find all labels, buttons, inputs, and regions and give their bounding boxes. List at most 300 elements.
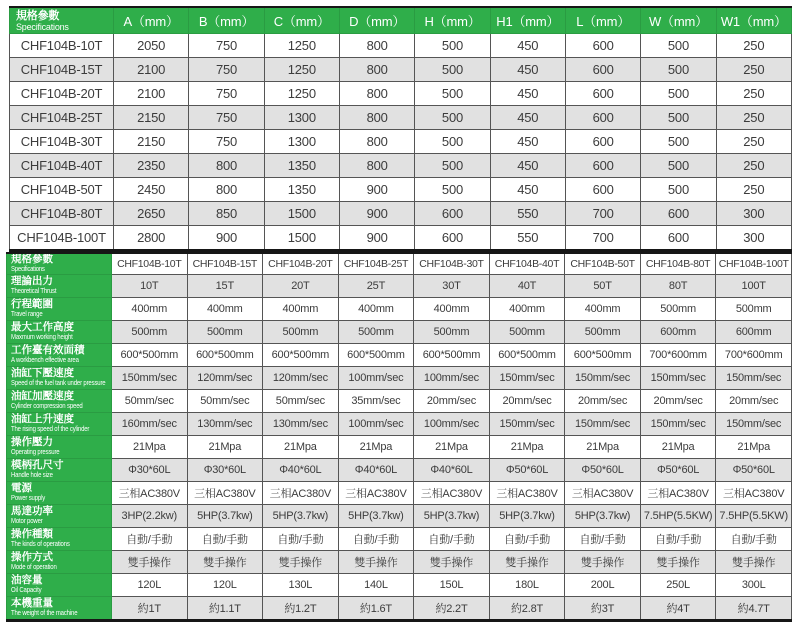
dimension-value-cell: 1350 <box>264 154 339 178</box>
dimension-value-cell: 500 <box>415 106 490 130</box>
dimension-value-cell: 1500 <box>264 226 339 251</box>
spec-value-cell: 600mm <box>640 320 716 343</box>
dimension-row <box>10 178 792 202</box>
dimension-value-cell: 2050 <box>114 34 189 58</box>
spec-row-label <box>7 481 112 504</box>
dimension-value-cell: 600 <box>641 202 716 226</box>
spec-value-cell: 150mm/sec <box>716 412 792 435</box>
spec-value-cell: 400mm <box>263 297 339 320</box>
spec-value-cell: 600*500mm <box>338 343 414 366</box>
spec-value-cell: 130mm/sec <box>187 412 263 435</box>
dimension-value-cell: 2150 <box>114 130 189 154</box>
dimension-value-cell: 900 <box>339 202 414 226</box>
spec-value-cell: 150mm/sec <box>112 366 188 389</box>
dimension-value-cell: 600 <box>565 178 640 202</box>
dimension-value-cell: 800 <box>339 130 414 154</box>
spec-value-cell: 150mm/sec <box>489 412 565 435</box>
spec-value-cell: 自動/手動 <box>716 527 792 550</box>
dimension-value-cell: 450 <box>490 130 565 154</box>
dimension-value-cell: 600 <box>415 226 490 251</box>
spec-label-en: The rising speed of the cylinder <box>11 423 90 433</box>
dimension-value-cell: 300 <box>716 226 791 251</box>
dimension-value-cell: 500 <box>415 130 490 154</box>
spec-value-cell: 5HP(3.7kw) <box>414 504 490 527</box>
dimension-value-cell: 550 <box>490 226 565 251</box>
spec-value-cell: 自動/手動 <box>112 527 188 550</box>
spec-label-en: Handle hole size <box>11 469 53 479</box>
spec-value-cell: 100mm/sec <box>338 412 414 435</box>
spec-value-cell: 3HP(2.2kw) <box>112 504 188 527</box>
spec-value-cell: 500mm <box>489 320 565 343</box>
spec-row <box>7 274 792 297</box>
spec-value-cell: Φ40*60L <box>414 458 490 481</box>
spec-value-cell: 三相AC380V <box>263 481 339 504</box>
spec-value-cell: 35mm/sec <box>338 389 414 412</box>
spec-model-header: CHF104B-15T <box>187 253 263 274</box>
spec-model-header: CHF104B-40T <box>489 253 565 274</box>
dimension-value-cell: 1350 <box>264 178 339 202</box>
spec-value-cell: 自動/手動 <box>414 527 490 550</box>
dimension-value-cell: 2100 <box>114 82 189 106</box>
spec-value-cell: 20mm/sec <box>489 389 565 412</box>
model-name-cell: CHF104B-30T <box>10 130 114 154</box>
dimension-value-cell: 1250 <box>264 58 339 82</box>
spec-value-cell: 50mm/sec <box>187 389 263 412</box>
dimension-value-cell: 250 <box>716 34 791 58</box>
spec-label-en: Theoretical Thrust <box>11 285 57 295</box>
dimension-value-cell: 700 <box>565 202 640 226</box>
dimension-column-header: H1（mm） <box>490 7 565 34</box>
dimension-value-cell: 500 <box>641 178 716 202</box>
spec-value-cell: 21Mpa <box>263 435 339 458</box>
dimension-value-cell: 750 <box>189 82 264 106</box>
spec-table-body <box>7 253 792 620</box>
spec-label-en: Travel range <box>11 308 43 318</box>
spec-value-cell: 140L <box>338 573 414 596</box>
spec-row-label <box>7 343 112 366</box>
spec-value-cell: 30T <box>414 274 490 297</box>
spec-value-cell: 400mm <box>112 297 188 320</box>
dimension-column-header: C（mm） <box>264 7 339 34</box>
dimension-value-cell: 500 <box>641 58 716 82</box>
spec-value-cell: 雙手操作 <box>187 550 263 573</box>
spec-value-cell: Φ50*60L <box>565 458 641 481</box>
spec-value-cell: 120mm/sec <box>187 366 263 389</box>
spec-value-cell: 約4.7T <box>716 596 792 620</box>
spec-value-cell: 三相AC380V <box>414 481 490 504</box>
dimension-row <box>10 202 792 226</box>
spec-value-cell: 21Mpa <box>338 435 414 458</box>
spec-value-cell: 約2.2T <box>414 596 490 620</box>
spec-row-label <box>7 320 112 343</box>
dimension-row <box>10 106 792 130</box>
spec-row-label <box>7 389 112 412</box>
spec-row <box>7 366 792 389</box>
dimension-header-spec <box>10 7 114 34</box>
spec-row <box>7 412 792 435</box>
dimension-value-cell: 500 <box>415 34 490 58</box>
spec-label-zh: 行程範圍 <box>11 297 53 310</box>
dimension-value-cell: 800 <box>189 154 264 178</box>
dimension-value-cell: 500 <box>641 34 716 58</box>
dimension-value-cell: 500 <box>415 58 490 82</box>
spec-value-cell: 400mm <box>187 297 263 320</box>
dimension-value-cell: 450 <box>490 58 565 82</box>
dimension-value-cell: 450 <box>490 154 565 178</box>
spec-row-label <box>7 274 112 297</box>
spec-model-header: CHF104B-20T <box>263 253 339 274</box>
spec-value-cell: 150mm/sec <box>640 412 716 435</box>
dimension-value-cell: 600 <box>565 34 640 58</box>
dimension-value-cell: 500 <box>641 130 716 154</box>
spec-value-cell: 500mm <box>565 320 641 343</box>
spec-value-cell: 500mm <box>187 320 263 343</box>
dimension-value-cell: 450 <box>490 82 565 106</box>
dimension-value-cell: 2800 <box>114 226 189 251</box>
spec-value-cell: 21Mpa <box>187 435 263 458</box>
spec-label-en: Operating pressure <box>11 446 60 456</box>
spec-value-cell: 21Mpa <box>489 435 565 458</box>
dimension-column-header: B（mm） <box>189 7 264 34</box>
spec-value-cell: 三相AC380V <box>112 481 188 504</box>
dimension-value-cell: 500 <box>415 178 490 202</box>
model-name-cell: CHF104B-25T <box>10 106 114 130</box>
spec-value-cell: 自動/手動 <box>489 527 565 550</box>
spec-label-en: The kinds of operations <box>11 538 70 548</box>
spec-value-cell: 150mm/sec <box>489 366 565 389</box>
spec-row <box>7 458 792 481</box>
spec-value-cell: 雙手操作 <box>338 550 414 573</box>
spec-value-cell: 21Mpa <box>565 435 641 458</box>
dimension-value-cell: 600 <box>565 154 640 178</box>
dimension-value-cell: 250 <box>716 58 791 82</box>
spec-value-cell: 600*500mm <box>187 343 263 366</box>
dimension-column-header: W1（mm） <box>716 7 791 34</box>
spec-value-cell: 21Mpa <box>414 435 490 458</box>
spec-value-cell: 15T <box>187 274 263 297</box>
spec-label-zh: 油容量 <box>11 573 43 586</box>
spec-value-cell: 50mm/sec <box>263 389 339 412</box>
spec-value-cell: 180L <box>489 573 565 596</box>
dimension-column-header: L（mm） <box>565 7 640 34</box>
spec-value-cell: 自動/手動 <box>640 527 716 550</box>
spec-value-cell: 20mm/sec <box>565 389 641 412</box>
spec-value-cell: 雙手操作 <box>565 550 641 573</box>
spec-value-cell: 600mm <box>716 320 792 343</box>
spec-label-en: Specifications <box>11 264 45 273</box>
spec-value-cell: 約1.6T <box>338 596 414 620</box>
spec-value-cell: 自動/手動 <box>187 527 263 550</box>
dimension-value-cell: 550 <box>490 202 565 226</box>
spec-row-label <box>7 366 112 389</box>
spec-value-cell: 10T <box>112 274 188 297</box>
spec-value-cell: 600*500mm <box>414 343 490 366</box>
spec-label-zh: 規格參數 <box>11 253 53 265</box>
spec-value-cell: 5HP(3.7kw) <box>338 504 414 527</box>
model-name-cell: CHF104B-15T <box>10 58 114 82</box>
spec-label-en: Oil Capacity <box>11 584 42 594</box>
dimension-value-cell: 800 <box>189 178 264 202</box>
spec-model-header: CHF104B-50T <box>565 253 641 274</box>
spec-value-cell: 400mm <box>565 297 641 320</box>
dimension-value-cell: 750 <box>189 106 264 130</box>
spec-value-cell: 600*500mm <box>112 343 188 366</box>
dimension-value-cell: 2100 <box>114 58 189 82</box>
dimension-value-cell: 500 <box>641 154 716 178</box>
spec-label-zh: 工作臺有效面積 <box>11 343 85 356</box>
spec-value-cell: Φ40*60L <box>338 458 414 481</box>
spec-value-cell: 100mm/sec <box>414 366 490 389</box>
spec-value-cell: 三相AC380V <box>716 481 792 504</box>
dimension-value-cell: 250 <box>716 154 791 178</box>
spec-value-cell: 100mm/sec <box>338 366 414 389</box>
spec-row-label <box>7 550 112 573</box>
spec-value-cell: Φ50*60L <box>640 458 716 481</box>
dimension-table <box>9 6 792 252</box>
spec-value-cell: 自動/手動 <box>263 527 339 550</box>
dimension-value-cell: 500 <box>415 154 490 178</box>
dimension-table-body <box>10 7 792 251</box>
spec-value-cell: 50mm/sec <box>112 389 188 412</box>
spec-value-cell: 700*600mm <box>716 343 792 366</box>
spec-value-cell: 約2.8T <box>489 596 565 620</box>
spec-row <box>7 320 792 343</box>
dimension-value-cell: 700 <box>565 226 640 251</box>
dimension-row <box>10 58 792 82</box>
model-name-cell: CHF104B-10T <box>10 34 114 58</box>
spec-row <box>7 573 792 596</box>
dimension-value-cell: 450 <box>490 178 565 202</box>
spec-value-cell: 約1.2T <box>263 596 339 620</box>
dimension-value-cell: 500 <box>415 82 490 106</box>
spec-label-zh: 操作方式 <box>11 550 53 563</box>
dimension-value-cell: 2650 <box>114 202 189 226</box>
spec-row <box>7 297 792 320</box>
spec-model-header: CHF104B-25T <box>338 253 414 274</box>
dimension-value-cell: 600 <box>641 226 716 251</box>
spec-value-cell: 300L <box>716 573 792 596</box>
dimension-value-cell: 1250 <box>264 82 339 106</box>
spec-table <box>6 252 792 622</box>
spec-row-label <box>7 412 112 435</box>
spec-value-cell: 5HP(3.7kw) <box>263 504 339 527</box>
spec-value-cell: 130L <box>263 573 339 596</box>
spec-value-cell: 20mm/sec <box>640 389 716 412</box>
dimension-row <box>10 226 792 251</box>
dimension-value-cell: 750 <box>189 58 264 82</box>
spec-value-cell: 雙手操作 <box>716 550 792 573</box>
spec-value-cell: 約4T <box>640 596 716 620</box>
spec-row <box>7 481 792 504</box>
dimension-value-cell: 900 <box>339 226 414 251</box>
spec-header-en: Specifications <box>16 21 69 32</box>
spec-value-cell: 雙手操作 <box>640 550 716 573</box>
dimension-value-cell: 750 <box>189 34 264 58</box>
spec-header-zh: 規格參數 <box>16 9 60 22</box>
spec-label-zh: 油缸加壓速度 <box>11 389 74 402</box>
spec-label-en: Motor power <box>11 515 43 525</box>
spec-value-cell: 20mm/sec <box>414 389 490 412</box>
spec-label-en: A workbench effective area <box>11 354 79 364</box>
spec-label-zh: 理論出力 <box>11 274 53 287</box>
dimension-value-cell: 600 <box>565 130 640 154</box>
spec-value-cell: 25T <box>338 274 414 297</box>
spec-value-cell: 雙手操作 <box>414 550 490 573</box>
spec-value-cell: 150mm/sec <box>565 412 641 435</box>
dimension-value-cell: 800 <box>339 106 414 130</box>
spec-value-cell: 150L <box>414 573 490 596</box>
spec-row-label <box>7 435 112 458</box>
spec-model-header: CHF104B-30T <box>414 253 490 274</box>
spec-row <box>7 343 792 366</box>
spec-value-cell: 21Mpa <box>716 435 792 458</box>
spec-value-cell: 自動/手動 <box>565 527 641 550</box>
spec-row <box>7 550 792 573</box>
spec-value-cell: 雙手操作 <box>489 550 565 573</box>
dimension-value-cell: 800 <box>339 58 414 82</box>
dimension-value-cell: 1500 <box>264 202 339 226</box>
spec-value-cell: 150mm/sec <box>716 366 792 389</box>
spec-label-en: Power supply <box>11 492 46 502</box>
spec-label-zh: 馬達功率 <box>11 504 53 517</box>
spec-value-cell: 500mm <box>112 320 188 343</box>
spec-value-cell: 7.5HP(5.5KW) <box>716 504 792 527</box>
dimension-value-cell: 800 <box>339 82 414 106</box>
spec-value-cell: 400mm <box>338 297 414 320</box>
dimension-value-cell: 250 <box>716 106 791 130</box>
dimension-value-cell: 600 <box>415 202 490 226</box>
spec-value-cell: Φ50*60L <box>489 458 565 481</box>
spec-value-cell: 200L <box>565 573 641 596</box>
spec-value-cell: 100mm/sec <box>414 412 490 435</box>
dimension-row <box>10 130 792 154</box>
spec-value-cell: 7.5HP(5.5KW) <box>640 504 716 527</box>
spec-value-cell: 約3T <box>565 596 641 620</box>
spec-model-header: CHF104B-80T <box>640 253 716 274</box>
spec-value-cell: 21Mpa <box>112 435 188 458</box>
spec-row-label <box>7 504 112 527</box>
spec-row <box>7 389 792 412</box>
spec-value-cell: 100T <box>716 274 792 297</box>
dimension-row <box>10 154 792 178</box>
spec-row-label <box>7 527 112 550</box>
spec-value-cell: 500mm <box>414 320 490 343</box>
dimension-value-cell: 2450 <box>114 178 189 202</box>
spec-label-zh: 油缸下壓速度 <box>11 366 74 379</box>
spec-label-en: Cylinder compression speed <box>11 400 83 410</box>
spec-label-en: Maxmum working height <box>11 331 73 341</box>
spec-value-cell: Φ30*60L <box>187 458 263 481</box>
spec-value-cell: Φ40*60L <box>263 458 339 481</box>
dimension-value-cell: 1300 <box>264 106 339 130</box>
spec-value-cell: 三相AC380V <box>565 481 641 504</box>
spec-value-cell: 120L <box>187 573 263 596</box>
dimension-column-header: W（mm） <box>641 7 716 34</box>
spec-value-cell: 500mm <box>640 297 716 320</box>
spec-value-cell: 雙手操作 <box>112 550 188 573</box>
spec-value-cell: 150mm/sec <box>640 366 716 389</box>
dimension-value-cell: 250 <box>716 130 791 154</box>
dimension-value-cell: 600 <box>565 106 640 130</box>
spec-value-cell: 20mm/sec <box>716 389 792 412</box>
dimension-column-header: H（mm） <box>415 7 490 34</box>
spec-value-cell: 600*500mm <box>263 343 339 366</box>
spec-value-cell: Φ50*60L <box>716 458 792 481</box>
spec-label-zh: 最大工作高度 <box>11 320 74 333</box>
spec-value-cell: 80T <box>640 274 716 297</box>
spec-value-cell: 150mm/sec <box>565 366 641 389</box>
spec-value-cell: 700*600mm <box>640 343 716 366</box>
spec-value-cell: 自動/手動 <box>338 527 414 550</box>
dimension-value-cell: 500 <box>641 82 716 106</box>
spec-value-cell: 500mm <box>716 297 792 320</box>
model-name-cell: CHF104B-80T <box>10 202 114 226</box>
dimension-value-cell: 750 <box>189 130 264 154</box>
spec-value-cell: 250L <box>640 573 716 596</box>
model-name-cell: CHF104B-50T <box>10 178 114 202</box>
spec-row <box>7 596 792 620</box>
dimension-value-cell: 2150 <box>114 106 189 130</box>
spec-value-cell: 400mm <box>414 297 490 320</box>
spec-value-cell: 約1.1T <box>187 596 263 620</box>
dimension-value-cell: 1250 <box>264 34 339 58</box>
spec-label-en: Mode of operation <box>11 561 57 571</box>
dimension-value-cell: 500 <box>641 106 716 130</box>
model-name-cell: CHF104B-20T <box>10 82 114 106</box>
spec-value-cell: 500mm <box>263 320 339 343</box>
spec-value-cell: 5HP(3.7kw) <box>489 504 565 527</box>
spec-value-cell: 40T <box>489 274 565 297</box>
spec-value-cell: 約1T <box>112 596 188 620</box>
spec-value-cell: 400mm <box>489 297 565 320</box>
dimension-header-row <box>10 7 792 34</box>
spec-label-zh: 操作種類 <box>11 527 53 540</box>
spec-value-cell: 130mm/sec <box>263 412 339 435</box>
dimension-value-cell: 600 <box>565 82 640 106</box>
dimension-value-cell: 600 <box>565 58 640 82</box>
spec-value-cell: 三相AC380V <box>187 481 263 504</box>
spec-row <box>7 435 792 458</box>
spec-label-zh: 油缸上升速度 <box>11 412 74 425</box>
dimension-value-cell: 450 <box>490 106 565 130</box>
dimension-value-cell: 900 <box>189 226 264 251</box>
dimension-value-cell: 1300 <box>264 130 339 154</box>
spec-value-cell: 21Mpa <box>640 435 716 458</box>
dimension-value-cell: 250 <box>716 178 791 202</box>
spec-label-zh: 模柄孔尺寸 <box>11 458 64 471</box>
dimension-value-cell: 450 <box>490 34 565 58</box>
spec-value-cell: 5HP(3.7kw) <box>187 504 263 527</box>
model-name-cell: CHF104B-100T <box>10 226 114 251</box>
spec-value-cell: 600*500mm <box>489 343 565 366</box>
dimension-row <box>10 34 792 58</box>
spec-label-en: The weight of the machine <box>11 607 78 617</box>
spec-value-cell: 120mm/sec <box>263 366 339 389</box>
spec-value-cell: 5HP(3.7kw) <box>565 504 641 527</box>
spec-value-cell: 500mm <box>338 320 414 343</box>
spec-row-label <box>7 297 112 320</box>
spec-value-cell: 雙手操作 <box>263 550 339 573</box>
dimension-value-cell: 2350 <box>114 154 189 178</box>
spec-value-cell: 600*500mm <box>565 343 641 366</box>
spec-value-cell: Φ30*60L <box>112 458 188 481</box>
spec-header-label <box>7 253 112 274</box>
dimension-value-cell: 300 <box>716 202 791 226</box>
dimension-value-cell: 250 <box>716 82 791 106</box>
spec-label-zh: 電源 <box>11 481 32 494</box>
dimension-value-cell: 800 <box>339 154 414 178</box>
spec-value-cell: 50T <box>565 274 641 297</box>
